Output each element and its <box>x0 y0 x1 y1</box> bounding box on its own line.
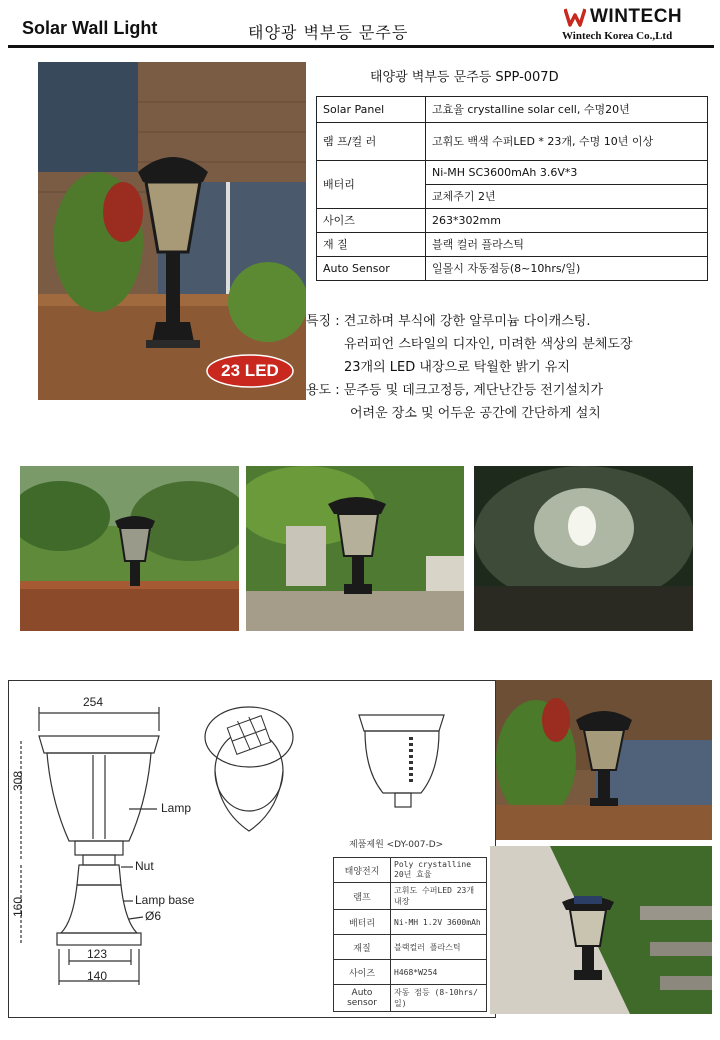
drawing-spec-key: 재질 <box>334 935 391 960</box>
drawing-spec-key: 태양전지 <box>334 858 391 883</box>
dim-upper-height: 308 <box>11 770 25 791</box>
dim-top-width: 254 <box>83 695 104 709</box>
technical-drawing <box>8 680 496 1018</box>
spec-key: 사이즈 <box>317 209 426 233</box>
page-subtitle: 태양광 벽부등 문주등 <box>248 23 409 42</box>
spec-value: 263*302mm <box>426 209 708 233</box>
label-bolt: Ø6 <box>145 909 162 923</box>
main-product-photo <box>38 62 306 400</box>
drawing-spec-row <box>334 910 487 935</box>
spec-value: 고휘도 백색 수퍼LED * 23개, 수명 10년 이상 <box>426 123 708 161</box>
spec-caption: 제품제원 <DY-007-D> <box>349 840 444 850</box>
install-photo-night <box>474 466 693 631</box>
drawing-spec-value: Poly crystalline 20년 효율 <box>391 858 487 883</box>
features-text <box>306 310 633 425</box>
usage-line: 어려운 장소 및 어두운 공간에 간단하게 설치 <box>350 406 601 421</box>
feature-line: 유러피언 스타일의 디자인, 미려한 색상의 분체도장 <box>344 337 633 352</box>
spec-value: Ni-MH SC3600mAh 3.6V*3 <box>426 161 708 185</box>
drawing-spec-key: 배터리 <box>334 910 391 935</box>
feature-line: 견고하며 부식에 강한 알루미늄 다이캐스팅. <box>343 314 591 329</box>
install-photo-garden <box>20 466 239 631</box>
spec-key: Solar Panel <box>317 97 426 123</box>
install-photo-stairs <box>246 466 464 631</box>
drawing-spec-key: Auto sensor <box>334 985 391 1012</box>
install-photo-deck <box>496 680 712 840</box>
logo-company-name: Wintech Korea Co.,Ltd <box>562 30 673 42</box>
spec-table <box>316 96 708 281</box>
dim-base-outer: 140 <box>87 969 108 983</box>
spec-key: 배터리 <box>317 161 426 209</box>
spec-value: 고효율 crystalline solar cell, 수명20년 <box>426 97 708 123</box>
spec-value: 교체주기 2년 <box>426 185 708 209</box>
company-logo <box>562 4 714 46</box>
spec-row <box>317 97 708 123</box>
drawing-spec-value: 고휘도 수퍼LED 23개 내장 <box>391 883 487 910</box>
drawing-spec-row <box>334 985 487 1012</box>
header-divider <box>8 45 714 48</box>
label-lamp-base: Lamp base <box>135 893 195 907</box>
dim-base-inner: 123 <box>87 947 108 961</box>
spec-row <box>317 257 708 281</box>
dim-lower-height: 160 <box>11 896 25 917</box>
usage-label: 용도 : <box>306 383 340 398</box>
spec-key: 램 프/컬 러 <box>317 123 426 161</box>
drawing-spec-row <box>334 858 487 883</box>
spec-row <box>317 233 708 257</box>
features-label: 특징 : <box>306 314 340 329</box>
drawing-spec-key: 램프 <box>334 883 391 910</box>
logo-wordmark: WINTECH <box>590 6 683 27</box>
spec-key: Auto Sensor <box>317 257 426 281</box>
drawing-spec-value: 자동 점등 (8-10hrs/일) <box>391 985 487 1012</box>
spec-row <box>317 123 708 161</box>
spec-value: 일몰시 자동점등(8~10hrs/일) <box>426 257 708 281</box>
feature-line: 23개의 LED 내장으로 탁월한 밝기 유지 <box>344 360 570 375</box>
spec-row <box>317 161 708 185</box>
spec-title: 태양광 벽부등 문주등 SPP-007D <box>370 70 559 85</box>
drawing-spec-value: Ni-MH 1.2V 3600mAh <box>391 910 487 935</box>
wintech-logo-icon <box>564 6 586 28</box>
drawing-spec-table <box>333 857 487 1012</box>
drawing-spec-key: 사이즈 <box>334 960 391 985</box>
drawing-spec-row <box>334 935 487 960</box>
drawing-spec-value: 블랙컬러 플라스틱 <box>391 935 487 960</box>
install-photo-steps <box>490 846 712 1014</box>
usage-line: 문주등 및 데크고정등, 계단난간등 전기설치가 <box>343 383 604 398</box>
label-lamp: Lamp <box>161 801 192 815</box>
label-nut: Nut <box>135 859 154 873</box>
spec-value: 블랙 컬러 플라스틱 <box>426 233 708 257</box>
drawing-spec-value: H468*W254 <box>391 960 487 985</box>
drawing-spec-row <box>334 883 487 910</box>
led-badge-text: 23 LED <box>221 361 279 380</box>
spec-key: 재 질 <box>317 233 426 257</box>
drawing-spec-row <box>334 960 487 985</box>
spec-row <box>317 209 708 233</box>
page-title: Solar Wall Light <box>22 18 158 38</box>
